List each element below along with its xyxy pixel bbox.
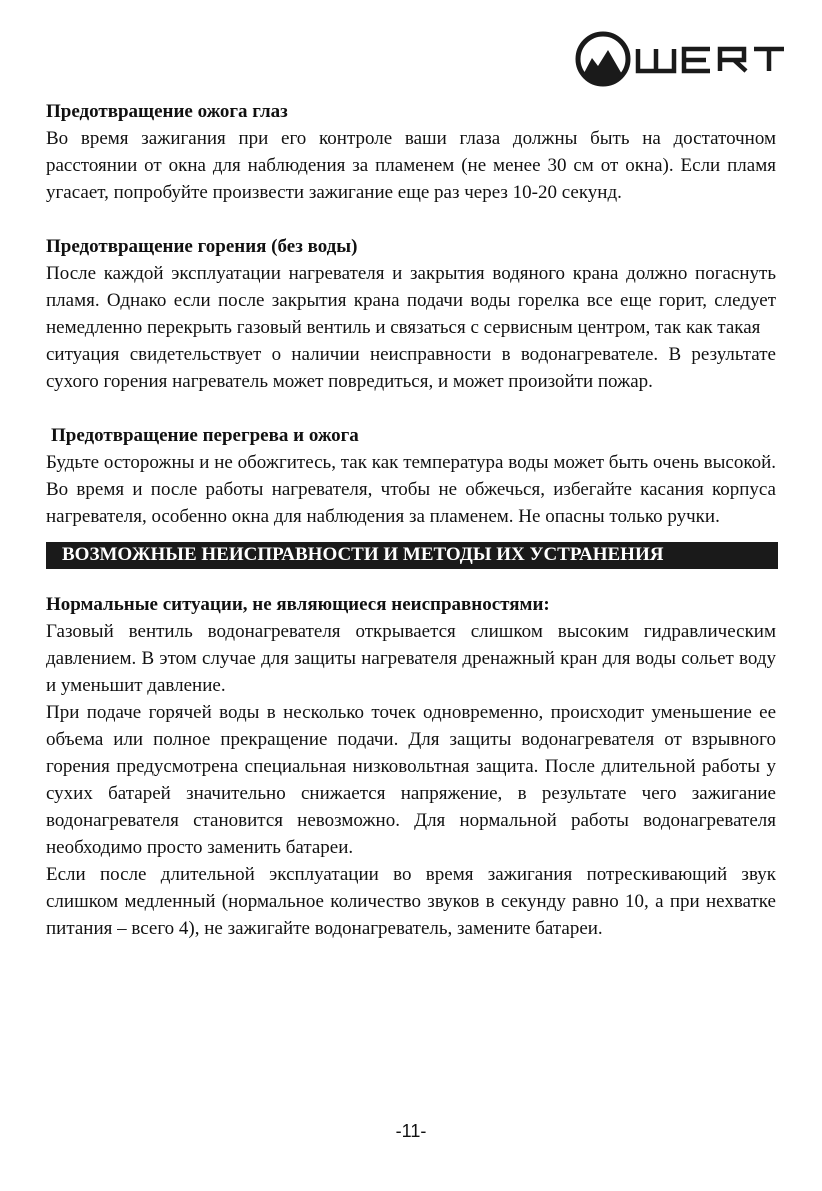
paragraph: Будьте осторожны и не обожгитесь, так как температура воды может быть очень высокой. Во время и после работы нагревателя, чтобы не обжечься, избегайте касания корпуса нагревателя, особенно окна для наблюдения за пламенем. Не опасны только ручки.	[46, 452, 776, 527]
paragraph: После каждой эксплуатации нагревателя и закрытия водяного крана должно погаснуть пламя. Однако если после закрытия крана подачи воды горелка все еще горит, следует немедленно перекрыть газовый вентиль и связаться с сервисным центром, так как такая	[46, 263, 776, 338]
mountain-circle-icon	[574, 30, 788, 88]
paragraph: Газовый вентиль водонагревателя открывается слишком высоким гидравлическим давлением. В этом случае для защиты нагревателя дренажный кран для воды сольет воду и уменьшит давление.	[46, 621, 776, 696]
section-dry-burning	[46, 233, 776, 395]
paragraph: Если после длительной эксплуатации во время зажигания потрескивающий звук слишком медленный (нормальное количество звуков в секунду равно 10, а при нехватке питания – всего 4), не зажигайте водонагреватель, замените батареи.	[46, 864, 776, 939]
section-normal-situations	[46, 591, 776, 942]
page-number: -11-	[395, 1121, 427, 1141]
document-body	[46, 98, 776, 942]
paragraph: ситуация свидетельствует о наличии неисправности в водонагревателе. В результате сухого горения нагреватель может повредиться, и может произойти пожар.	[46, 344, 776, 392]
paragraph: Во время зажигания при его контроле ваши глаза должны быть на достаточном расстоянии от окна для наблюдения за пламенем (не менее 30 см от окна). Если пламя угасает, попробуйте произвести зажигание еще раз через 10-20 секунд.	[46, 128, 776, 203]
section-title: Предотвращение перегрева и ожога	[51, 425, 359, 446]
section-title: Нормальные ситуации, не являющиеся неисправностями:	[46, 594, 550, 615]
section-title: Предотвращение горения (без воды)	[46, 236, 358, 257]
section-banner: ВОЗМОЖНЫЕ НЕИСПРАВНОСТИ И МЕТОДЫ ИХ УСТРАНЕНИЯ	[46, 542, 778, 569]
section-eye-burn	[46, 98, 776, 206]
section-title: Предотвращение ожога глаз	[46, 101, 288, 122]
section-overheat	[46, 422, 776, 530]
paragraph: При подаче горячей воды в несколько точек одновременно, происходит уменьшение ее объема или полное прекращение подачи. Для защиты водонагревателя от взрывного горения предусмотрена специальная низковольтная защита. После длительной работы у сухих батарей значительно снижается напряжение, в результате чего зажигание водонагревателя становится невозможно. Для нормальной работы водонагревателя необходимо просто заменить батареи.	[46, 702, 776, 858]
wert-logo	[574, 30, 788, 88]
logo-brand-text: WERT	[574, 30, 577, 31]
